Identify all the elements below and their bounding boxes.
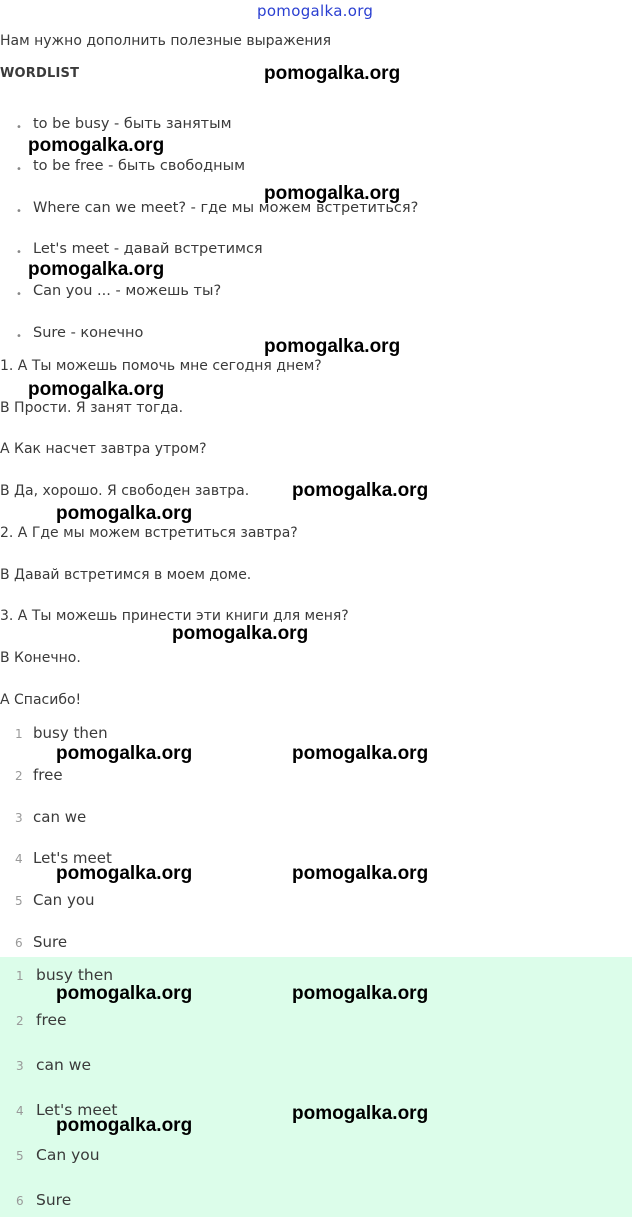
answer-text: free [36,1011,67,1029]
bullet-icon: • [16,331,22,342]
answer-number: 3 [16,1059,24,1073]
answer-text: Sure [36,1191,72,1209]
answer-text: Let's meet [33,849,112,867]
answer-text: Can you [36,1146,100,1164]
bullet-icon: • [16,122,22,133]
answer-number: 2 [15,769,23,783]
answer-number: 3 [15,811,23,825]
watermark: pomogalka.org [56,1115,193,1136]
dialog-line: 1. А Ты можешь помочь мне сегодня днем? [0,358,322,374]
task-intro: Нам нужно дополнить полезные выражения [0,33,332,49]
answer-number: 2 [16,1014,24,1028]
watermark: pomogalka.org [292,863,429,884]
dialog-line: В Да, хорошо. Я свободен завтра. [0,483,250,499]
bullet-icon: • [16,164,22,175]
bullet-icon: • [16,289,22,300]
answer-text: Sure [33,933,68,951]
wordlist-item: Sure - конечно [33,325,144,341]
watermark: pomogalka.org [56,863,193,884]
answer-number: 4 [16,1104,24,1118]
answer-text: busy then [36,966,114,984]
answer-number: 1 [16,969,24,983]
wordlist-item: Let's meet - давай встретимся [33,241,263,257]
answer-text: can we [36,1056,91,1074]
answer-number: 5 [16,1149,24,1163]
wordlist-title: WORDLIST [0,66,80,81]
answer-number: 5 [15,894,23,908]
watermark: pomogalka.org [292,480,429,501]
dialog-line: А Как насчет завтра утром? [0,441,207,457]
watermark: pomogalka.org [292,743,429,764]
answer-number: 6 [15,936,23,950]
dialog-line: В Конечно. [0,650,81,666]
dialog-line: В Давай встретимся в моем доме. [0,567,252,583]
watermark: pomogalka.org [28,379,165,400]
answer-number: 1 [15,727,23,741]
wordlist-item: to be free - быть свободным [33,158,246,174]
watermark: pomogalka.org [292,983,429,1004]
watermark: pomogalka.org [172,623,309,644]
watermark: pomogalka.org [28,259,165,280]
watermark: pomogalka.org [292,1103,429,1124]
dialog-line: 2. А Где мы можем встретиться завтра? [0,525,298,541]
watermark: pomogalka.org [56,983,193,1004]
bullet-icon: • [16,247,22,258]
watermark: pomogalka.org [264,336,401,357]
watermark: pomogalka.org [56,503,193,524]
dialog-line: 3. А Ты можешь принести эти книги для меня? [0,608,349,624]
site-link[interactable]: pomogalka.org [257,2,374,20]
answer-text: free [33,766,63,784]
answer-text: Can you [33,891,95,909]
dialog-line: В Прости. Я занят тогда. [0,400,184,416]
watermark: pomogalka.org [264,63,401,84]
answer-text: busy then [33,724,108,742]
bullet-icon: • [16,206,22,217]
answer-number: 6 [16,1194,24,1208]
dialog-line: А Спасибо! [0,692,82,708]
answer-text: Let's meet [36,1101,118,1119]
wordlist-item: Can you ... - можешь ты? [33,283,222,299]
watermark: pomogalka.org [56,743,193,764]
watermark: pomogalka.org [28,135,165,156]
wordlist-item: to be busy - быть занятым [33,116,232,132]
watermark: pomogalka.org [264,183,401,204]
wordlist-item: Where can we meet? - где мы можем встретиться? [33,200,419,216]
answer-text: can we [33,808,87,826]
answer-number: 4 [15,852,23,866]
